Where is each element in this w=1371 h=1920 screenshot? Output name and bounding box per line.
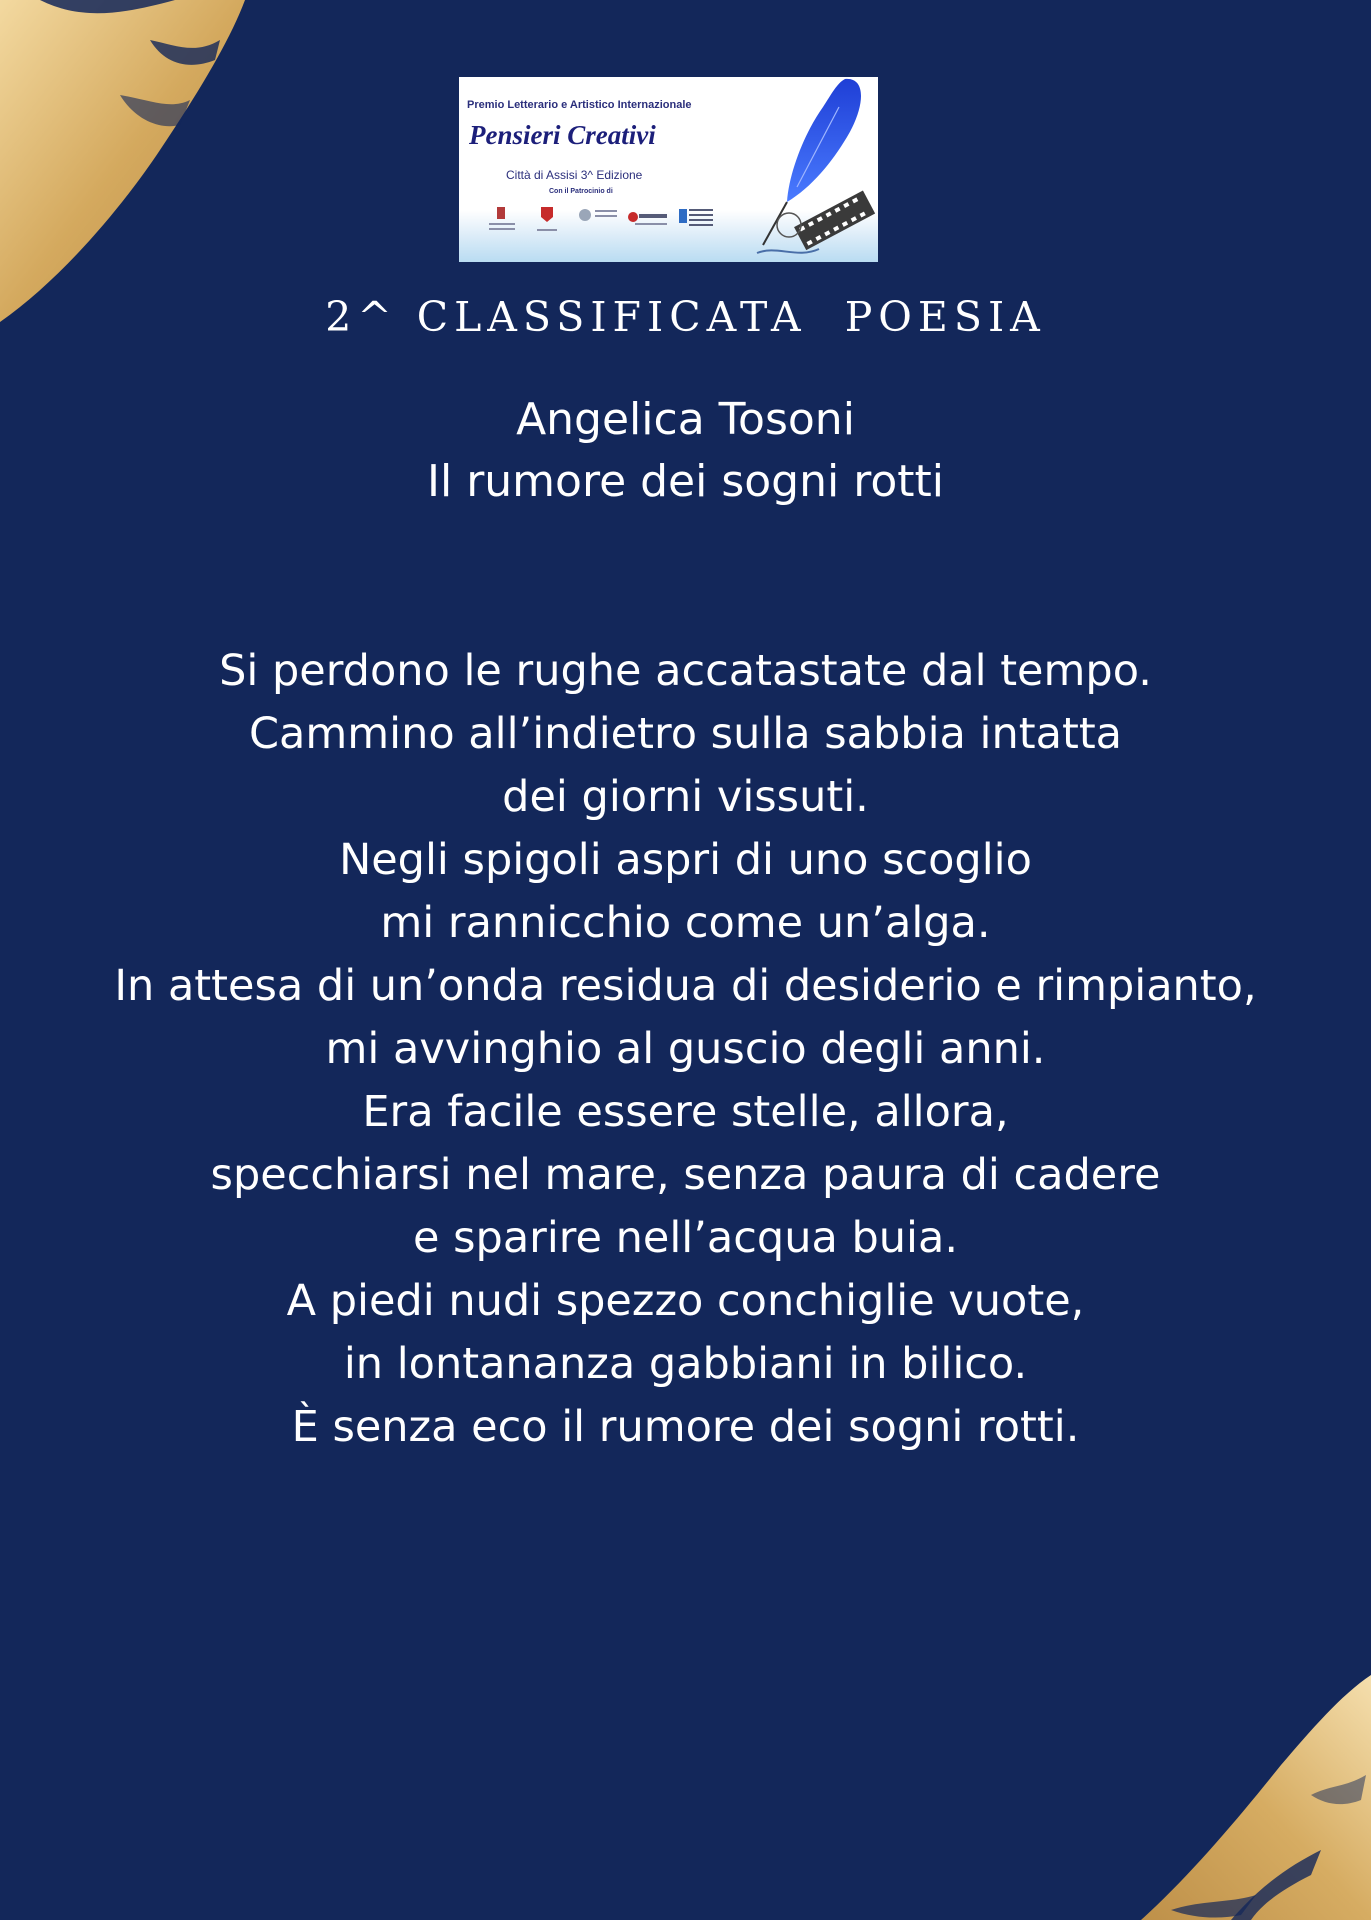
poem-line: Negli spigoli aspri di uno scoglio bbox=[339, 835, 1032, 885]
poem-line: mi rannicchio come un’alga. bbox=[380, 898, 991, 948]
poem-line: e sparire nell’acqua buia. bbox=[413, 1213, 958, 1263]
quill-and-film-icon bbox=[727, 77, 878, 262]
poem-line: A piedi nudi spezzo conchiglie vuote, bbox=[286, 1276, 1085, 1326]
poem-line: In attesa di un’onda residua di desiderio e rimpianto, bbox=[114, 961, 1257, 1011]
award-heading: 2^ CLASSIFICATA POESIA bbox=[325, 293, 1046, 341]
poem-line: Si perdono le rughe accatastate dal tempo. bbox=[219, 646, 1152, 696]
author-name: Angelica Tosoni bbox=[516, 394, 855, 445]
poem-line: dei giorni vissuti. bbox=[502, 772, 869, 822]
poem-line: specchiarsi nel mare, senza paura di cadere bbox=[210, 1150, 1161, 1200]
logo-line-edition: Città di Assisi 3^ Edizione bbox=[506, 168, 643, 182]
poem-line: in lontananza gabbiani in bilico. bbox=[343, 1339, 1028, 1389]
poem-text bbox=[0, 640, 1371, 1459]
gold-brush-bottom-right bbox=[1081, 1675, 1371, 1920]
poem-line: Cammino all’indietro sulla sabbia intatta bbox=[248, 709, 1123, 759]
poem-line: mi avvinghio al guscio degli anni. bbox=[325, 1024, 1046, 1074]
sponsor-logos-icon bbox=[487, 205, 717, 235]
logo-line-prize: Premio Letterario e Artistico Internazionale bbox=[467, 99, 692, 111]
competition-logo bbox=[459, 77, 878, 262]
poem-line: Era facile essere stelle, allora, bbox=[362, 1087, 1009, 1137]
poem-title: Il rumore dei sogni rotti bbox=[427, 456, 944, 507]
logo-title: Pensieri Creativi bbox=[469, 120, 656, 150]
poem-line: È senza eco il rumore dei sogni rotti. bbox=[291, 1402, 1080, 1452]
logo-line-patronage: Con il Patrocinio di bbox=[549, 188, 613, 195]
gold-brush-top-left bbox=[0, 0, 250, 330]
